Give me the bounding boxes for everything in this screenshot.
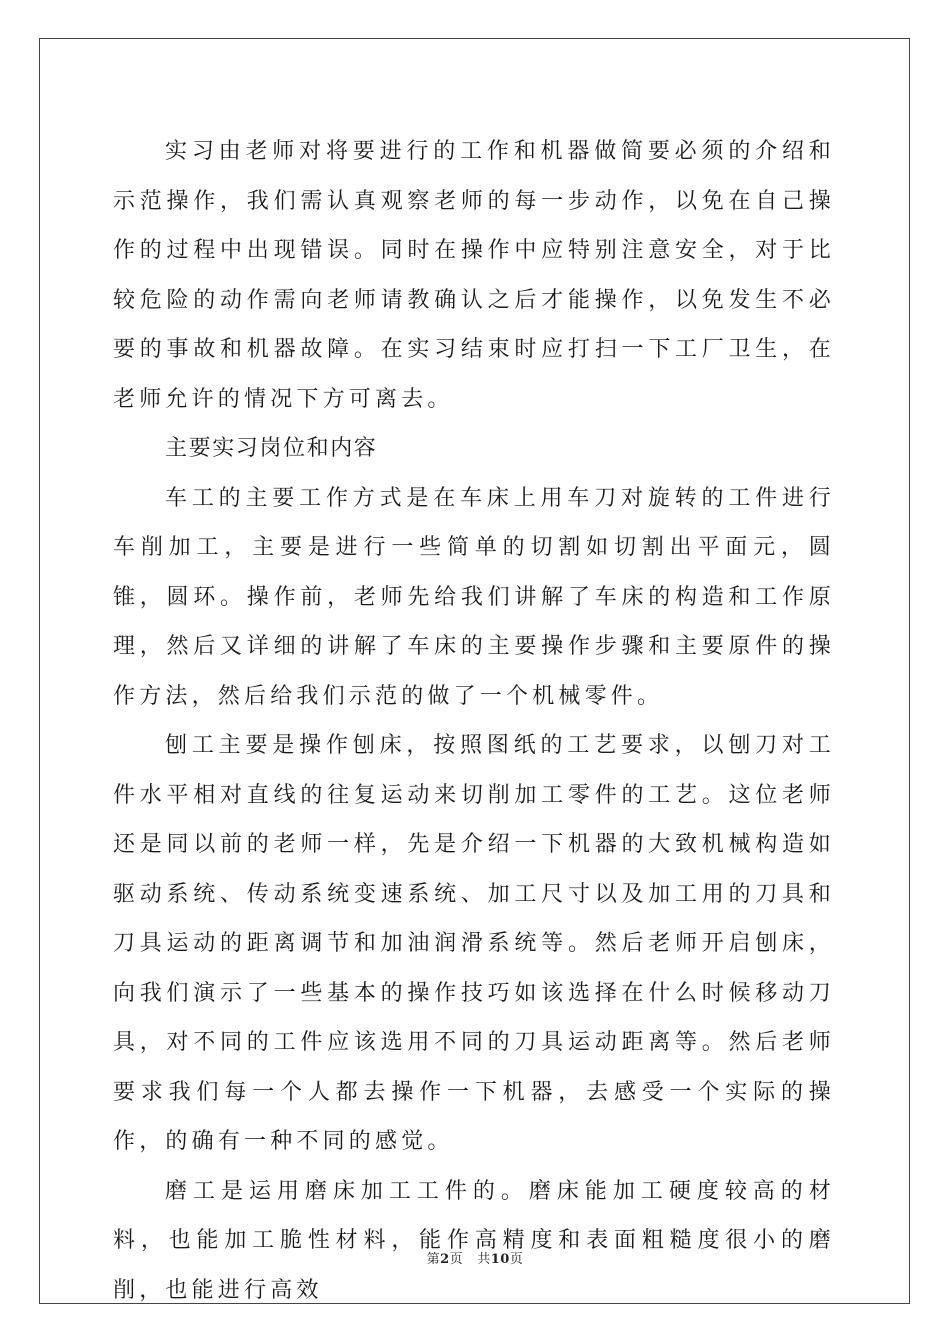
section-heading: 主要实习岗位和内容 [165, 436, 378, 461]
paragraph-intro: 实习由老师对将要进行的工作和机器做简要必须的介绍和示范操作，我们需认真观察老师的每一步动作，以免在自己操作的过程中出现错误。同时在操作中应特别注意安全，对于比较危险的动作需向老师请教确认之后才能操作，以免发生不必要的事故和机器故障。在实习结束时应打扫一下工厂卫生，在老师允许的情况下方可离去。 [113, 139, 835, 412]
page-prefix: 第 [426, 1252, 441, 1267]
paragraph-grinder: 磨工是运用磨床加工工件的。磨床能加工硬度较高的材料，也能加工脆性材料，能作高精度和表面粗糙度很小的磨削，也能进行高效 [113, 1178, 835, 1303]
page-suffix: 页 [449, 1252, 464, 1267]
paragraph-lathe: 车工的主要工作方式是在车床上用车刀对旋转的工件进行车削加工，主要是进行一些简单的切割如切割出平面元，圆锥，圆环。操作前，老师先给我们讲解了车床的构造和工作原理，然后又详细的讲解了车床的主要操作步骤和主要原件的操作方法，然后给我们示范的做了一个机械零件。 [113, 485, 835, 709]
total-suffix: 页 [509, 1252, 524, 1267]
total-page-number: 10 [490, 1252, 510, 1267]
current-page-number: 2 [440, 1252, 450, 1267]
paragraph-planer: 刨工主要是操作刨床，按照图纸的工艺要求，以刨刀对工件水平相对直线的往复运动来切削加工零件的工艺。这位老师还是同以前的老师一样，先是介绍一下机器的大致机械构造如驱动系统、传动系统变速系统、加工尺寸以及加工用的刀具和刀具运动的距离调节和加油润滑系统等。然后老师开启刨床，向我们演示了一些基本的操作技巧如该选择在什么时候移动刀具，对不同的工件应该选用不同的刀具运动距离等。然后老师要求我们每一个人都去操作一下机器，去感受一个实际的操作，的确有一种不同的感觉。 [113, 733, 835, 1154]
page-footer [0, 1248, 950, 1267]
total-prefix: 共 [477, 1252, 491, 1267]
document-body [113, 127, 835, 1315]
